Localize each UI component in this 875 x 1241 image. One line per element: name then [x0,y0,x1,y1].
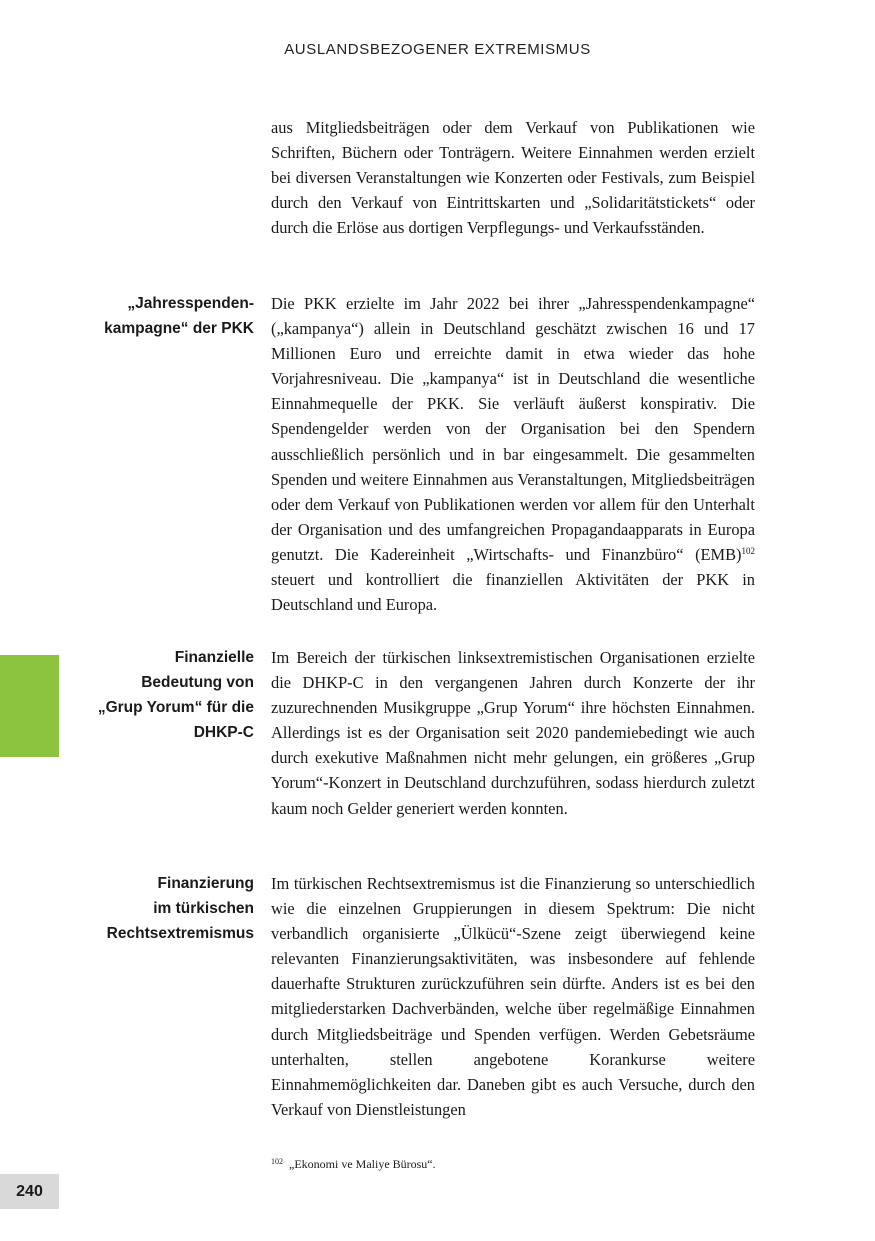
side-heading-line: „Grup Yorum“ für die [97,699,254,716]
paragraph-pkk [271,291,755,617]
side-heading-rechtsextremismus [60,871,254,946]
side-heading-dhkpc [60,645,254,745]
paragraph-rechtsextremismus: Im türkischen Rechtsextremismus ist die Finanzierung so unterschiedlich wie die einzelnen Gruppierungen in diesem Spektrum: Die nicht verbandlich organisierte „Ülkücü“-Szene zeigt überwiegend keine relevanten Finanzierungsaktivitäten, was insbesondere auf fehlende dauerhafte Strukturen zurückzuführen sein dürfte. Anders ist es bei den mitgliederstarken Dachverbänden, welche über regelmäßige Einnahmen durch Mitgliedsbeiträge und Spenden verfügen. Werden Gebetsräume unterhalten, stellen angebotene Korankurse weitere Einnahmemöglichkeiten dar. Daneben gibt es auch Versuche, durch den Verkauf von Dienstleistungen [271,874,755,1119]
section-color-tab [0,655,59,757]
footnote-number: 102 [271,1157,283,1166]
side-heading-line: kampagne“ der PKK [104,320,254,337]
page-number: 240 [0,1174,59,1209]
footnote [271,1153,755,1173]
paragraph-intro: aus Mitgliedsbeiträgen oder dem Verkauf von Publikationen wie Schriften, Büchern oder Tonträgern. Weitere Einnahmen werden erzielt bei diversen Veranstaltungen wie Konzerten oder Festivals, zum Beispiel durch den Verkauf von Eintrittskarten und „Solidaritätstickets“ oder durch die Erlöse aus dortigen Verpflegungs- und Verkaufsständen. [271,118,755,238]
side-heading-line: Rechtsextremismus [106,925,254,942]
side-heading-line: Bedeutung von [141,674,254,691]
side-heading-line: DHKP-C [193,724,254,741]
running-header: AUSLANDSBEZOGENER EXTREMISMUS [284,41,591,58]
paragraph-pkk-text: Die PKK erzielte im Jahr 2022 bei ihrer „Jahresspendenkampagne“ („kampanya“) allein in Deutschland geschätzt zwischen 16 und 17 Millionen Euro und erreichte damit in etwa wieder das hohe Vorjahresniveau. Die „kampanya“ ist in Deutschland die wesentliche Einnahmequelle der PKK. Sie verläuft äußerst konspirativ. Die Spendengelder werden von der Organisation bei den Spendern ausschließlich persönlich und in bar eingesammelt. Die gesammelten Spenden und weitere Einnahmen aus Veranstaltungen, Mitgliedsbeiträgen oder dem Verkauf von Publikationen werden vor allem für den Unterhalt der Organisation und des umfangreichen Propagandaapparats in Europa genutzt. Die Kadereinheit „Wirtschafts- und Finanzbüro“ (EMB) [271,294,755,564]
side-heading-line: Finanzielle [174,649,254,666]
paragraph-dhkpc: Im Bereich der türkischen linksextremistischen Organisationen erzielte die DHKP-C in den vergangenen Jahren durch Konzerte der ihr zuzurechnenden Musikgruppe „Grup Yorum“ ihre höchsten Einnahmen. Allerdings ist es der Organisation seit 2020 pandemiebedingt wie auch durch exekutive Maßnahmen nicht mehr gelungen, ein größeres „Grup Yorum“-Konzert in Deutschland durchzuführen, sodass hierdurch zuletzt kaum noch Gelder generiert werden konnten. [271,648,755,818]
side-heading-pkk [60,291,254,341]
side-heading-line: „Jahresspenden- [127,295,254,312]
footnote-reference: 102 [741,545,755,556]
footnote-text: „Ekonomi ve Maliye Bürosu“. [289,1157,436,1171]
side-heading-line: im türkischen [153,900,254,917]
side-heading-line: Finanzierung [157,875,254,892]
paragraph-pkk-text-end: steuert und kontrolliert die finanziellen Aktivitäten der PKK in Deutschland und Europa. [271,570,755,615]
